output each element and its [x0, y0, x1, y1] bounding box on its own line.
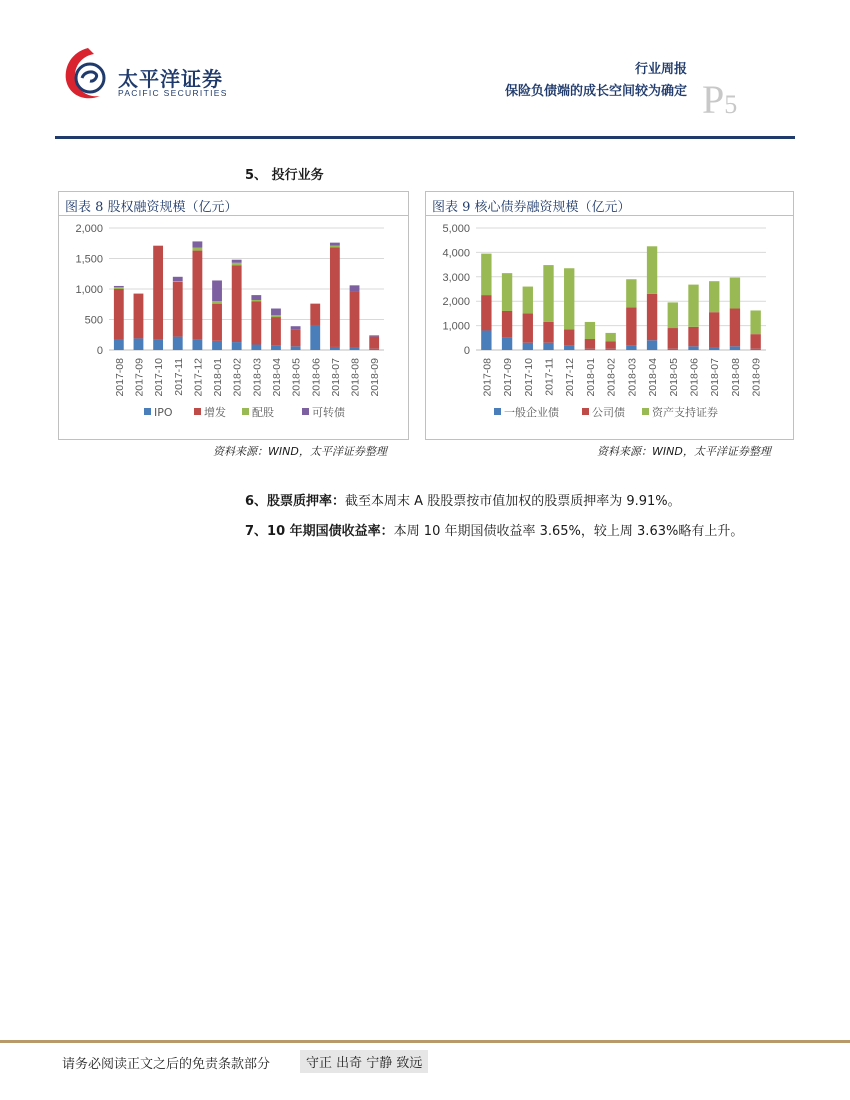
bar-segment	[626, 345, 636, 350]
legend-swatch	[194, 408, 201, 415]
bar-segment	[750, 310, 760, 334]
bar-segment	[251, 295, 261, 300]
bar-segment	[481, 254, 491, 295]
y-tick-label: 1,000	[75, 284, 103, 296]
bar-segment	[212, 341, 222, 350]
x-tick-label: 2018-06	[310, 358, 323, 397]
x-tick-label: 2018-03	[626, 358, 639, 397]
bar-segment	[271, 317, 281, 346]
bar-segment	[350, 285, 360, 291]
bar-segment	[543, 322, 553, 343]
bond-financing-plot	[426, 216, 793, 439]
bond-yield-paragraph	[245, 520, 743, 539]
bar-segment	[709, 348, 719, 350]
page-digit: 5	[724, 90, 738, 119]
y-tick-label: 2,000	[442, 296, 470, 309]
bar-segment	[750, 334, 760, 349]
y-tick-label: 3,000	[442, 271, 470, 284]
bar-segment	[585, 339, 595, 349]
bar-segment	[730, 278, 740, 309]
bar-segment	[114, 289, 124, 339]
bond-financing-chart	[425, 191, 794, 440]
x-tick-label: 2018-07	[329, 358, 342, 397]
paragraph-text: 本周 10 年期国债收益率 3.65%，较上周 3.63%略有上升。	[393, 524, 744, 539]
bar-segment	[212, 301, 222, 303]
bar-segment	[543, 343, 553, 350]
bar-segment	[647, 294, 657, 340]
company-name-en: PACIFIC SECURITIES	[118, 88, 228, 98]
bar-segment	[585, 322, 595, 339]
bar-segment	[668, 302, 678, 328]
x-tick-label: 2017-09	[502, 358, 515, 397]
x-tick-label: 2018-08	[349, 358, 362, 397]
company-name-cn: 太平洋证券	[118, 67, 223, 91]
header-divider	[55, 136, 795, 139]
bar-segment	[192, 340, 202, 350]
bar-segment	[605, 341, 615, 348]
bar-segment	[232, 263, 242, 265]
chart-title: 图表 9 核心债券融资规模（亿元）	[432, 200, 631, 215]
bar-segment	[232, 342, 242, 350]
bar-segment	[330, 347, 340, 350]
bar-segment	[134, 294, 144, 339]
bar-segment	[310, 325, 320, 350]
bar-segment	[291, 329, 301, 346]
y-tick-label: 2,000	[75, 223, 103, 235]
bar-segment	[481, 330, 491, 350]
bar-segment	[369, 337, 379, 349]
bar-segment	[134, 338, 144, 350]
bar-segment	[330, 248, 340, 347]
bar-segment	[626, 279, 636, 307]
x-tick-label: 2018-09	[750, 358, 763, 397]
bar-segment	[523, 343, 533, 350]
legend-swatch	[242, 408, 249, 415]
bar-segment	[291, 346, 301, 350]
bar-segment	[647, 246, 657, 294]
bar-segment	[502, 338, 512, 350]
company-logo	[60, 44, 260, 114]
x-tick-label: 2018-04	[647, 358, 660, 397]
x-tick-label: 2017-11	[543, 358, 556, 396]
x-tick-label: 2017-08	[481, 358, 494, 397]
y-tick-label: 0	[96, 345, 103, 357]
bar-segment	[605, 349, 615, 350]
bar-segment	[668, 349, 678, 350]
y-tick-label: 1,500	[75, 253, 103, 266]
bar-segment	[688, 327, 698, 347]
bar-segment	[291, 326, 301, 329]
bar-segment	[369, 335, 379, 336]
y-tick-label: 0	[463, 345, 470, 357]
bar-segment	[564, 345, 574, 350]
y-tick-label: 1,000	[442, 320, 470, 333]
bar-segment	[271, 346, 281, 350]
x-tick-label: 2018-04	[270, 358, 283, 397]
bar-segment	[173, 277, 183, 281]
bar-segment	[114, 286, 124, 287]
legend-label: 可转债	[312, 406, 345, 419]
paragraph-label: 7、10 年期国债收益率：	[245, 524, 394, 539]
x-tick-label: 2018-07	[709, 358, 722, 397]
legend-label: IPO	[154, 406, 173, 419]
bar-segment	[173, 337, 183, 350]
equity-financing-chart	[58, 191, 409, 440]
y-tick-label: 5,000	[442, 223, 470, 235]
legend-swatch	[494, 408, 501, 415]
bar-segment	[232, 260, 242, 263]
bar-segment	[134, 293, 144, 294]
section-heading: 5、 投行业务	[245, 168, 324, 183]
bar-segment	[647, 340, 657, 350]
bar-segment	[481, 295, 491, 330]
bar-segment	[153, 340, 163, 350]
x-tick-label: 2017-12	[564, 358, 577, 397]
legend-swatch	[144, 408, 151, 415]
bar-segment	[251, 300, 261, 301]
bar-segment	[543, 265, 553, 322]
bar-segment	[730, 309, 740, 347]
bar-segment	[330, 246, 340, 248]
bar-segment	[730, 346, 740, 350]
bar-segment	[350, 291, 360, 347]
x-tick-label: 2018-02	[605, 358, 618, 397]
chart-source: 资料来源：WIND，太平洋证券整理	[213, 445, 387, 458]
x-tick-label: 2018-06	[688, 358, 701, 397]
x-tick-label: 2017-10	[153, 358, 166, 397]
bar-segment	[750, 349, 760, 350]
legend-swatch	[642, 408, 649, 415]
bar-segment	[668, 328, 678, 349]
bar-segment	[310, 304, 320, 325]
chart-source: 资料来源：WIND，太平洋证券整理	[597, 445, 771, 458]
bar-segment	[251, 345, 261, 350]
x-tick-label: 2017-11	[172, 358, 185, 396]
bar-segment	[212, 280, 222, 301]
x-tick-label: 2018-01	[212, 358, 225, 397]
bar-segment	[173, 282, 183, 337]
bar-segment	[369, 349, 379, 350]
bar-segment	[502, 273, 512, 311]
x-tick-label: 2018-05	[667, 358, 680, 397]
bar-segment	[330, 243, 340, 246]
bar-segment	[114, 287, 124, 289]
bar-segment	[114, 339, 124, 350]
page-letter: P	[702, 77, 725, 122]
bar-segment	[192, 251, 202, 340]
footer-divider	[0, 1040, 850, 1043]
x-tick-label: 2018-03	[251, 358, 264, 397]
bar-segment	[688, 346, 698, 350]
bar-segment	[153, 246, 163, 340]
bar-segment	[192, 241, 202, 247]
bar-segment	[212, 304, 222, 341]
legend-label: 资产支持证券	[652, 406, 718, 419]
page-number	[702, 76, 737, 123]
paragraph-text: 截至本周末 A 股股票按市值加权的股票质押率为 9.91%。	[345, 494, 681, 509]
bar-segment	[523, 313, 533, 342]
bar-segment	[605, 333, 615, 342]
bar-segment	[271, 315, 281, 317]
bar-segment	[502, 311, 512, 338]
footer-disclaimer: 请务必阅读正文之后的免责条款部分	[62, 1057, 271, 1072]
bar-segment	[709, 281, 719, 312]
bar-segment	[585, 349, 595, 350]
bar-segment	[232, 265, 242, 342]
footer-motto: 守正 出奇 宁静 致远	[300, 1050, 428, 1073]
paragraph-label: 6、股票质押率：	[245, 494, 346, 509]
x-tick-label: 2018-08	[729, 358, 742, 397]
report-type: 行业周报	[634, 62, 687, 77]
bar-segment	[709, 312, 719, 347]
x-tick-label: 2018-01	[584, 358, 597, 397]
legend-label: 增发	[204, 406, 226, 419]
y-tick-label: 4,000	[442, 247, 470, 260]
x-tick-label: 2018-09	[369, 358, 382, 397]
x-tick-label: 2017-08	[113, 358, 126, 397]
company-logo-icon	[60, 44, 116, 104]
bar-segment	[523, 287, 533, 314]
y-tick-label: 500	[84, 314, 103, 327]
bar-segment	[173, 281, 183, 282]
legend-label: 公司债	[592, 406, 625, 419]
x-tick-label: 2018-05	[290, 358, 303, 397]
equity-financing-plot	[59, 216, 408, 439]
legend-swatch	[582, 408, 589, 415]
x-tick-label: 2017-09	[133, 358, 146, 397]
bar-segment	[564, 268, 574, 329]
bar-segment	[688, 285, 698, 327]
bar-segment	[350, 348, 360, 350]
bar-segment	[626, 307, 636, 345]
chart-title: 图表 8 股权融资规模（亿元）	[65, 200, 238, 215]
x-tick-label: 2017-12	[192, 358, 205, 397]
bar-segment	[271, 309, 281, 316]
bar-segment	[564, 329, 574, 345]
pledge-ratio-paragraph	[245, 490, 681, 509]
x-tick-label: 2018-02	[231, 358, 244, 397]
legend-swatch	[302, 408, 309, 415]
x-tick-label: 2017-10	[522, 358, 535, 397]
report-title: 保险负债端的成长空间较为确定	[504, 84, 687, 99]
legend-label: 配股	[252, 406, 274, 419]
bar-segment	[251, 301, 261, 344]
legend-label: 一般企业债	[504, 406, 559, 419]
bar-segment	[192, 248, 202, 251]
